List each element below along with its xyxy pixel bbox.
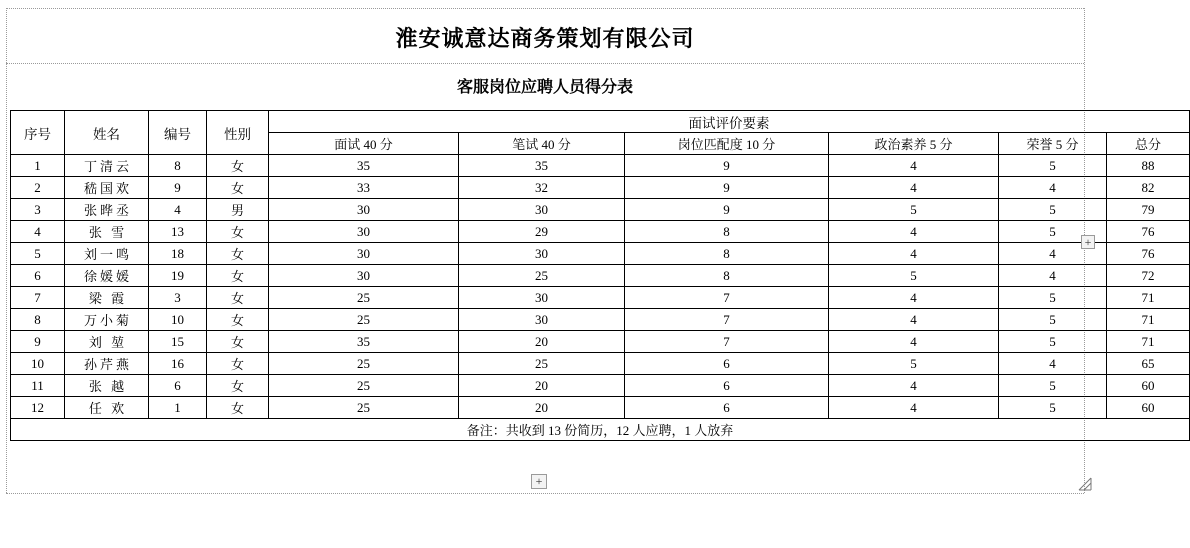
table-row [11,375,1190,397]
cell-interview: 30 [269,243,459,265]
page-guide-middle [6,63,1084,64]
cell-number: 1 [149,397,207,419]
cell-written: 35 [459,155,625,177]
cell-number: 10 [149,309,207,331]
cell-match: 7 [625,309,829,331]
cell-honor: 5 [999,287,1107,309]
cell-number: 18 [149,243,207,265]
cell-political: 5 [829,353,999,375]
header-name: 姓名 [65,111,149,155]
cell-number: 15 [149,331,207,353]
cell-name: 孙芹燕 [65,353,149,375]
cell-gender: 女 [207,375,269,397]
cell-interview: 35 [269,155,459,177]
cell-honor: 5 [999,155,1107,177]
cell-honor: 5 [999,309,1107,331]
table-row [11,265,1190,287]
cell-written: 20 [459,331,625,353]
score-table [10,110,1190,441]
cell-match: 8 [625,221,829,243]
cell-interview: 30 [269,199,459,221]
cell-match: 7 [625,287,829,309]
cell-written: 30 [459,243,625,265]
cell-total: 72 [1107,265,1190,287]
subheader-match: 岗位匹配度 10 分 [625,133,829,155]
cell-number: 8 [149,155,207,177]
cell-honor: 5 [999,199,1107,221]
cell-total: 60 [1107,397,1190,419]
cell-name: 丁清云 [65,155,149,177]
cell-match: 6 [625,397,829,419]
cell-total: 60 [1107,375,1190,397]
cell-written: 20 [459,397,625,419]
cell-gender: 女 [207,221,269,243]
cell-honor: 5 [999,221,1107,243]
cell-political: 4 [829,155,999,177]
cell-total: 71 [1107,287,1190,309]
subheader-interview: 面试 40 分 [269,133,459,155]
cell-match: 7 [625,331,829,353]
cell-name: 刘 堃 [65,331,149,353]
cell-match: 9 [625,177,829,199]
cell-seq: 5 [11,243,65,265]
table-row [11,353,1190,375]
cell-number: 6 [149,375,207,397]
cell-name: 张 越 [65,375,149,397]
cell-honor: 4 [999,353,1107,375]
cell-match: 6 [625,353,829,375]
table-row [11,243,1190,265]
cell-name: 任 欢 [65,397,149,419]
cell-political: 4 [829,397,999,419]
subheader-honor: 荣誉 5 分 [999,133,1107,155]
table-row [11,155,1190,177]
cell-written: 32 [459,177,625,199]
cell-honor: 4 [999,177,1107,199]
cell-name: 张晔丞 [65,199,149,221]
table-row [11,331,1190,353]
resize-corner-icon[interactable] [1078,477,1092,491]
cell-political: 4 [829,375,999,397]
cell-gender: 女 [207,155,269,177]
cell-name: 嵇国欢 [65,177,149,199]
cell-gender: 女 [207,397,269,419]
cell-written: 30 [459,309,625,331]
table-row [11,309,1190,331]
cell-number: 13 [149,221,207,243]
subheader-written: 笔试 40 分 [459,133,625,155]
cell-gender: 女 [207,287,269,309]
header-gender: 性别 [207,111,269,155]
cell-total: 88 [1107,155,1190,177]
page-guide-bottom [6,493,1084,494]
cell-name: 梁 霞 [65,287,149,309]
cell-number: 3 [149,287,207,309]
cell-honor: 5 [999,375,1107,397]
cell-name: 徐媛媛 [65,265,149,287]
header-group-evaluation: 面试评价要素 [269,111,1190,133]
cell-seq: 2 [11,177,65,199]
cell-name: 张 雪 [65,221,149,243]
cell-interview: 25 [269,353,459,375]
cell-number: 19 [149,265,207,287]
cell-seq: 3 [11,199,65,221]
cell-name: 刘一鸣 [65,243,149,265]
cell-seq: 8 [11,309,65,331]
cell-seq: 9 [11,331,65,353]
cell-match: 8 [625,265,829,287]
table-row [11,287,1190,309]
table-header-row-1 [11,111,1190,133]
cell-written: 20 [459,375,625,397]
cell-interview: 25 [269,309,459,331]
cell-number: 9 [149,177,207,199]
subheader-political: 政治素养 5 分 [829,133,999,155]
cell-number: 4 [149,199,207,221]
table-row [11,397,1190,419]
cell-political: 4 [829,221,999,243]
cell-number: 16 [149,353,207,375]
cell-interview: 25 [269,375,459,397]
cell-match: 8 [625,243,829,265]
document-subtitle: 客服岗位应聘人员得分表 [456,79,633,96]
cell-honor: 4 [999,265,1107,287]
cell-seq: 1 [11,155,65,177]
cell-political: 4 [829,243,999,265]
cell-gender: 女 [207,177,269,199]
cell-seq: 6 [11,265,65,287]
cell-match: 6 [625,375,829,397]
cell-total: 79 [1107,199,1190,221]
cell-written: 30 [459,199,625,221]
cell-interview: 25 [269,287,459,309]
cell-honor: 4 [999,243,1107,265]
cell-interview: 33 [269,177,459,199]
table-remark-row [11,419,1190,441]
table-row [11,221,1190,243]
cell-match: 9 [625,155,829,177]
cell-interview: 30 [269,221,459,243]
cell-seq: 4 [11,221,65,243]
cell-political: 4 [829,331,999,353]
cell-written: 30 [459,287,625,309]
cell-interview: 30 [269,265,459,287]
cell-total: 71 [1107,331,1190,353]
table-row [11,177,1190,199]
cell-interview: 35 [269,331,459,353]
cell-written: 29 [459,221,625,243]
cell-gender: 女 [207,265,269,287]
cell-gender: 女 [207,309,269,331]
cell-seq: 11 [11,375,65,397]
cell-political: 4 [829,309,999,331]
cell-political: 5 [829,199,999,221]
cell-seq: 10 [11,353,65,375]
cell-total: 76 [1107,221,1190,243]
table-remark: 备注：共收到 13 份简历，12 人应聘，1 人放弃 [11,419,1190,441]
header-seq: 序号 [11,111,65,155]
cell-political: 5 [829,265,999,287]
table-row [11,199,1190,221]
expand-right-button[interactable]: + [1081,235,1095,249]
cell-match: 9 [625,199,829,221]
cell-total: 65 [1107,353,1190,375]
cell-gender: 男 [207,199,269,221]
cell-total: 71 [1107,309,1190,331]
page-guide-top [6,8,1084,9]
cell-political: 4 [829,287,999,309]
cell-interview: 25 [269,397,459,419]
expand-bottom-button[interactable]: + [531,474,547,489]
cell-total: 76 [1107,243,1190,265]
cell-written: 25 [459,353,625,375]
cell-written: 25 [459,265,625,287]
cell-political: 4 [829,177,999,199]
cell-seq: 12 [11,397,65,419]
header-number: 编号 [149,111,207,155]
document-title: 淮安诚意达商务策划有限公司 [395,26,695,51]
cell-name: 万小菊 [65,309,149,331]
cell-total: 82 [1107,177,1190,199]
cell-gender: 女 [207,243,269,265]
cell-gender: 女 [207,353,269,375]
cell-honor: 5 [999,397,1107,419]
cell-seq: 7 [11,287,65,309]
subheader-total: 总分 [1107,133,1190,155]
cell-honor: 5 [999,331,1107,353]
cell-gender: 女 [207,331,269,353]
